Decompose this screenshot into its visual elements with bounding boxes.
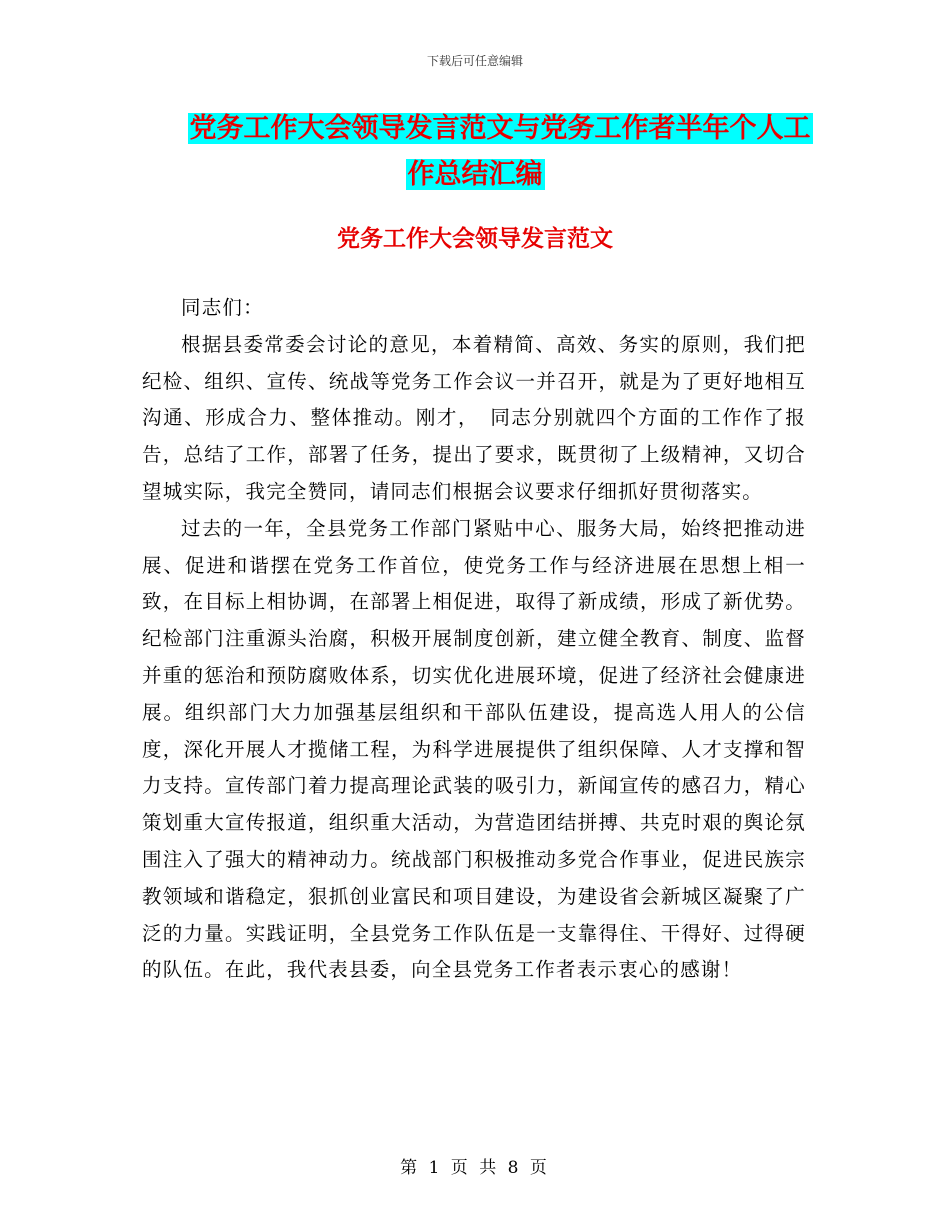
title-line-2: 作总结汇编 [407, 159, 543, 190]
greeting: 同志们： [181, 296, 264, 319]
document-title [0, 108, 950, 196]
paragraph-2: 过去的一年，全县党务工作部门紧贴中心、服务大局，始终把推动进展、促进和谐摆在党务工作首位，使党务工作与经济进展在思想上相一致，在目标上相协调，在部署上相促进，取得了新成绩，形成了新优势。纪检部门注重源头治腐，积极开展制度创新，建立健全教育、制度、监督并重的惩治和预防腐败体系，切实优化进展环境，促进了经济社会健康进展。组织部门大力加强基层组织和干部队伍建设，提高选人用人的公信度，深化开展人才揽储工程，为科学进展提供了组织保障、人才支撑和智力支持。宣传部门着力提高理论武装的吸引力，新闻宣传的感召力，精心策划重大宣传报道，组织重大活动，为营造团结拼搏、共克时艰的舆论氛围注入了强大的精神动力。统战部门积极推动多党合作事业，促进民族宗教领域和谐稳定，狠抓创业富民和项目建设，为建设省会新城区凝聚了广泛的力量。实践证明，全县党务工作队伍是一支靠得住、干得好、过得硬的队伍。在此，我代表县委，向全县党务工作者表示衷心的感谢！ [142, 516, 806, 982]
title-line-1: 党务工作大会领导发言范文与党务工作者半年个人工 [189, 113, 811, 144]
document-body [142, 290, 806, 989]
paragraph-1: 根据县委常委会讨论的意见，本着精简、高效、务实的原则，我们把纪检、组织、宣传、统战等党务工作会议一并召开，就是为了更好地相互沟通、形成合力、整体推动。刚才， 同志分别就四个方面的工作作了报告，总结了工作，部署了任务，提出了要求，既贯彻了上级精神，又切合望城实际，我完全赞同，请同志们根据会议要求仔细抓好贯彻落实。 [142, 332, 806, 503]
section-subtitle: 党务工作大会领导发言范文 [337, 226, 613, 252]
page-footer: 第 1 页 共 8 页 [400, 1158, 550, 1178]
header-note: 下载后可任意编辑 [426, 54, 523, 68]
